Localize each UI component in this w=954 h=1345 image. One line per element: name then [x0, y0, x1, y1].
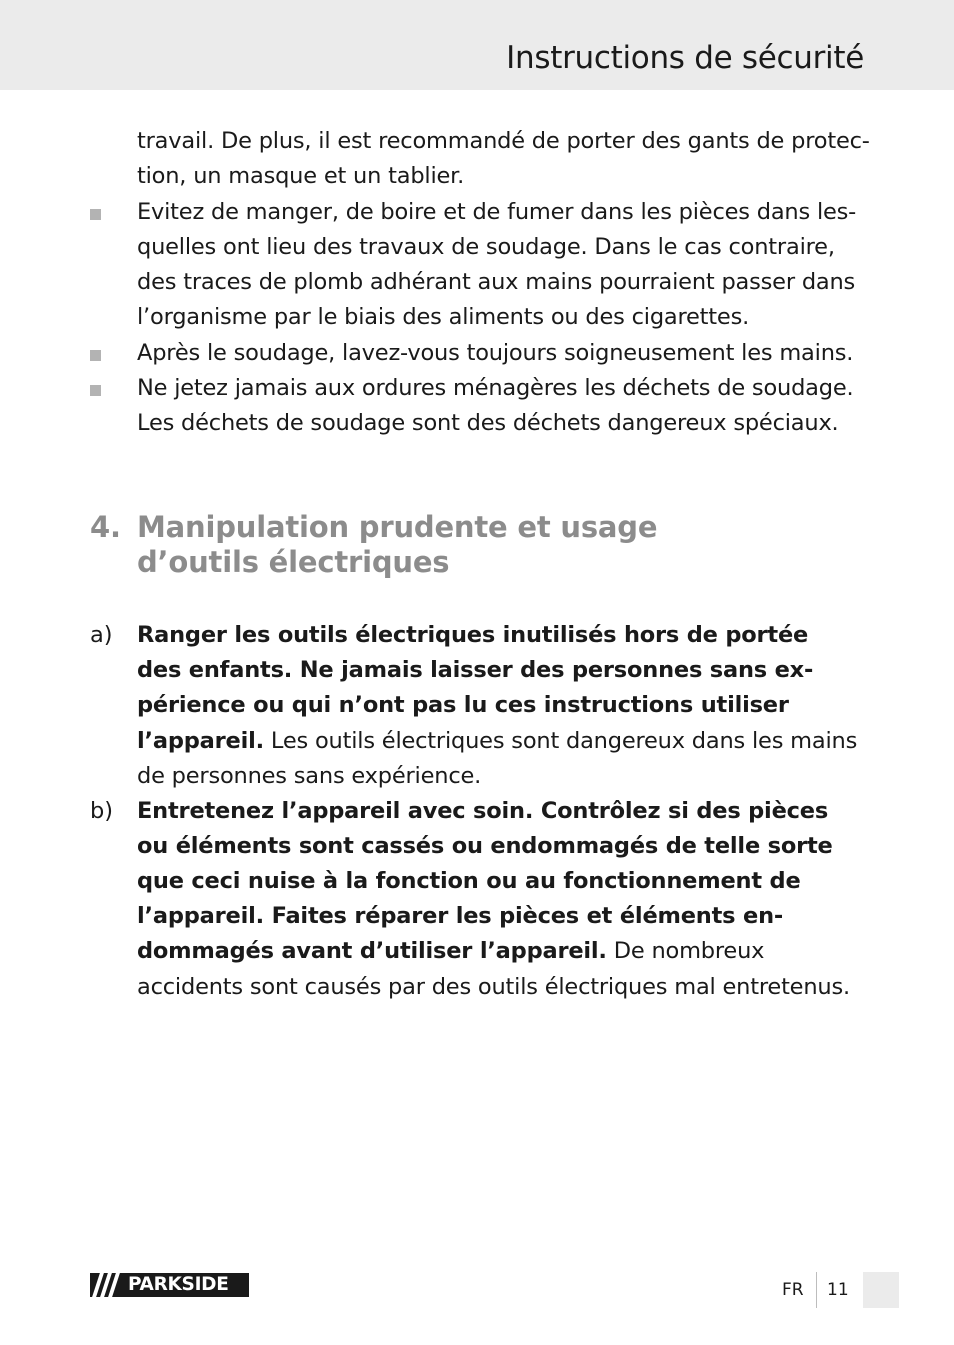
- item-bold-line: que ceci nuise à la fonction ou au fonctionnement de: [137, 868, 801, 894]
- item-bold-line: ou éléments sont cassés ou endommagés de telle sorte: [137, 833, 833, 859]
- section-title-line: d’outils électriques: [137, 545, 450, 579]
- section-title-line: Manipulation prudente et usage: [137, 510, 658, 544]
- bullet-line: quelles ont lieu des travaux de soudage. Dans le cas contraire,: [137, 234, 835, 260]
- item-bold-line: des enfants. Ne jamais laisser des personnes sans ex-: [137, 657, 814, 683]
- item-normal-text: Les outils électriques sont dangereux dans les mains: [263, 728, 858, 754]
- parkside-logo: [90, 1273, 249, 1297]
- item-bold-text: l’appareil.: [137, 728, 264, 754]
- item-mixed-line: [137, 724, 857, 759]
- bullet-square-icon: [90, 209, 101, 220]
- brand-name: PARKSIDE: [128, 1274, 229, 1295]
- page-title: Instructions de sécurité: [506, 40, 864, 76]
- bullet-line: Après le soudage, lavez-vous toujours soigneusement les mains.: [137, 340, 854, 366]
- bullet-line: l’organisme par le biais des aliments ou des cigarettes.: [137, 304, 750, 330]
- item-normal-line: accidents sont causés par des outils électriques mal entretenus.: [137, 974, 850, 1000]
- item-marker: a): [90, 622, 113, 648]
- bullet-line: des traces de plomb adhérant aux mains pourraient passer dans: [137, 269, 856, 295]
- bullet-line: Evitez de manger, de boire et de fumer dans les pièces dans les-: [137, 199, 857, 225]
- bullet-square-icon: [90, 385, 101, 396]
- item-mixed-line: [137, 934, 764, 969]
- footer-divider: [816, 1272, 817, 1308]
- footer-tab-box: [863, 1272, 899, 1308]
- page-number: 11: [827, 1280, 849, 1300]
- item-bold-line: périence ou qui n’ont pas lu ces instructions utiliser: [137, 692, 789, 718]
- item-bold-line: Ranger les outils électriques inutilisés hors de portée: [137, 622, 809, 648]
- item-bold-line: Entretenez l’appareil avec soin. Contrôlez si des pièces: [137, 798, 829, 824]
- bullet-square-icon: [90, 350, 101, 361]
- bullet-line: Les déchets de soudage sont des déchets dangereux spéciaux.: [137, 410, 839, 436]
- item-bold-text: dommagés avant d’utiliser l’appareil.: [137, 938, 607, 964]
- bullet-line: Ne jetez jamais aux ordures ménagères les déchets de soudage.: [137, 375, 854, 401]
- item-bold-line: l’appareil. Faites réparer les pièces et éléments en-: [137, 903, 784, 929]
- item-normal-text: De nombreux: [606, 938, 765, 964]
- item-normal-line: de personnes sans expérience.: [137, 763, 482, 789]
- continuation-line: tion, un masque et un tablier.: [137, 163, 465, 189]
- item-marker: b): [90, 798, 114, 824]
- language-code: FR: [782, 1280, 804, 1300]
- continuation-line: travail. De plus, il est recommandé de porter des gants de protec-: [137, 128, 870, 154]
- section-number: 4.: [90, 510, 121, 544]
